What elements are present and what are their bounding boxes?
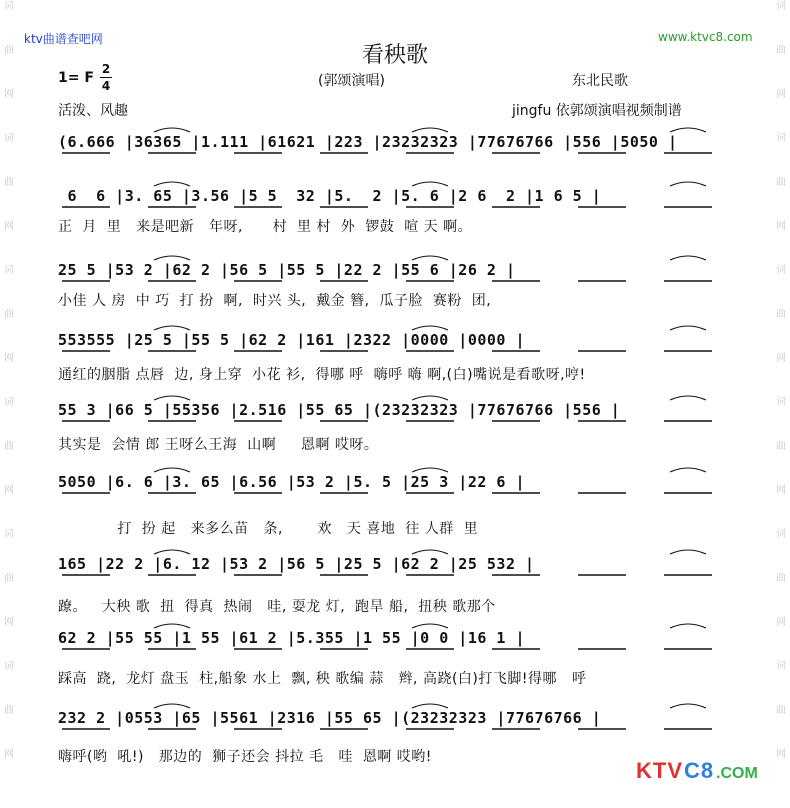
singer-note: (郭颂演唱) <box>318 73 385 89</box>
slur-arc <box>412 326 448 330</box>
site-watermark-right: www.ktvc8.com <box>658 30 753 44</box>
side-watermark-glyph: 网 <box>4 485 14 496</box>
slur-arc <box>670 128 706 132</box>
note-digits: 55 3 |66 5 |55356 |2.516 |55 65 |(23232323 |77676766 |556 | <box>58 401 621 419</box>
side-watermark-glyph: 词 <box>776 133 786 144</box>
side-watermark-glyph: 词 <box>4 661 14 672</box>
side-watermark-glyph: 网 <box>776 89 786 100</box>
slur-arc <box>412 704 448 708</box>
slur-arc <box>154 468 190 472</box>
side-watermark-glyph: 网 <box>4 89 14 100</box>
side-watermark-glyph: 词 <box>776 529 786 540</box>
slur-arc <box>670 326 706 330</box>
slur-arc <box>670 256 706 260</box>
time-signature <box>100 62 112 93</box>
meter-divider <box>100 77 112 78</box>
slur-arc <box>412 468 448 472</box>
right-edge-watermark <box>774 0 788 808</box>
note-digits: 25 5 |53 2 |62 2 |56 5 |55 5 |22 2 |55 6 |26 2 | <box>58 261 516 279</box>
notation-line <box>52 626 742 654</box>
slur-arc <box>670 182 706 186</box>
side-watermark-glyph: 词 <box>776 1 786 12</box>
svg-text:C8: C8 <box>684 758 715 782</box>
lyric-line: 嗨呼(哟 吼!) 那边的 狮子还会 抖拉 毛 哇 恩啊 哎哟! <box>58 749 432 765</box>
slur-arc <box>412 550 448 554</box>
side-watermark-glyph: 网 <box>776 221 786 232</box>
slur-arc <box>412 128 448 132</box>
side-watermark-glyph: 曲 <box>776 573 786 584</box>
note-digits: (6.666 |36365 |1.111 |61621 |223 |23232323 |77676766 |556 |5050 | <box>58 133 678 151</box>
ktvc8-logo <box>636 758 764 782</box>
side-watermark-glyph: 网 <box>776 617 786 628</box>
side-watermark-glyph: 网 <box>4 221 14 232</box>
side-watermark-glyph: 曲 <box>4 45 14 56</box>
side-watermark-glyph: 词 <box>776 397 786 408</box>
side-watermark-glyph: 曲 <box>776 309 786 320</box>
side-watermark-glyph: 网 <box>776 353 786 364</box>
slur-arc <box>154 128 190 132</box>
slur-arc <box>154 704 190 708</box>
genre-label: 东北民歌 <box>572 73 628 89</box>
side-watermark-glyph: 词 <box>4 1 14 12</box>
lyric-line: 正 月 里 来是吧新 年呀, 村 里 村 外 锣鼓 喧 天 啊。 <box>58 219 473 235</box>
slur-arc <box>670 468 706 472</box>
side-watermark-glyph: 词 <box>4 529 14 540</box>
side-watermark-glyph: 曲 <box>4 177 14 188</box>
note-digits: 5050 |6. 6 |3. 65 |6.56 |53 2 |5. 5 |25 3 |22 6 | <box>58 473 526 491</box>
svg-text:KTV: KTV <box>636 758 683 782</box>
side-watermark-glyph: 词 <box>776 265 786 276</box>
transcriber-credit: jingfu 依郭颂演唱视频制谱 <box>512 103 682 119</box>
note-digits: 62 2 |55 55 |1 55 |61 2 |5.355 |1 55 |0 0 |16 1 | <box>58 629 526 647</box>
notation-line <box>52 130 742 158</box>
slur-arc <box>670 550 706 554</box>
left-edge-watermark <box>2 0 16 808</box>
side-watermark-glyph: 词 <box>4 133 14 144</box>
slur-arc <box>154 256 190 260</box>
meter-numerator: 2 <box>101 62 111 76</box>
notation-line <box>52 258 742 286</box>
tempo-mood: 活泼、风趣 <box>58 103 128 119</box>
side-watermark-glyph: 曲 <box>4 573 14 584</box>
note-digits: 553555 |25 5 |55 5 |62 2 |161 |2322 |0000 |0000 | <box>58 331 526 349</box>
side-watermark-glyph: 词 <box>776 661 786 672</box>
notation-line <box>52 470 742 498</box>
slur-arc <box>154 624 190 628</box>
slur-arc <box>412 182 448 186</box>
notation-line <box>52 398 742 426</box>
side-watermark-glyph: 网 <box>776 485 786 496</box>
side-watermark-glyph: 网 <box>4 749 14 760</box>
side-watermark-glyph: 网 <box>776 749 786 760</box>
side-watermark-glyph: 曲 <box>776 705 786 716</box>
side-watermark-glyph: 网 <box>4 617 14 628</box>
slur-arc <box>670 624 706 628</box>
notation-line <box>52 706 742 734</box>
site-watermark-left: ktv曲谱查吧网 <box>24 32 103 46</box>
side-watermark-glyph: 词 <box>4 397 14 408</box>
svg-text:.COM: .COM <box>716 765 758 782</box>
slur-arc <box>412 396 448 400</box>
lyric-line: 小佳 人 房 中 巧 打 扮 啊, 时兴 头, 戴金 簪, 瓜子脸 赛粉 团, <box>58 293 492 309</box>
side-watermark-glyph: 曲 <box>4 441 14 452</box>
lyric-line: 其实是 会情 郎 王呀么王海 山啊 恩啊 哎呀。 <box>58 437 379 453</box>
side-watermark-glyph: 曲 <box>4 309 14 320</box>
note-digits: 6 6 |3. 65 |3.56 |5 5 32 |5. 2 |5. 6 |2 6 2 |1 6 5 | <box>58 187 602 205</box>
lyric-line: 蹽。 大秧 歌 扭 得真 热闹 哇, 耍龙 灯, 跑旱 船, 扭秧 歌那个 <box>58 599 496 615</box>
slur-arc <box>154 396 190 400</box>
song-title: 看秧歌 <box>361 43 428 68</box>
slur-arc <box>670 704 706 708</box>
side-watermark-glyph: 曲 <box>4 705 14 716</box>
lyric-line: 踩高 跷, 龙灯 盘玉 柱,船象 水上 飘, 秧 歌编 蒜 辫, 高跷(白)打飞脚!得哪 呼 <box>58 671 587 687</box>
note-digits: 232 2 |0553 |65 |5561 |2316 |55 65 |(23232323 |77676766 | <box>58 709 602 727</box>
note-digits: 165 |22 2 |6. 12 |53 2 |56 5 |25 5 |62 2 |25 532 | <box>58 555 535 573</box>
notation-line <box>52 552 742 580</box>
side-watermark-glyph: 曲 <box>776 45 786 56</box>
lyric-line: 通红的胭脂 点唇 边, 身上穿 小花 衫, 得哪 呼 嗨呼 嗨 啊,(白)嘴说是看歌呀,哼! <box>58 367 586 383</box>
slur-arc <box>154 550 190 554</box>
side-watermark-glyph: 词 <box>4 265 14 276</box>
slur-arc <box>412 624 448 628</box>
lyric-line: 打 扮 起 来多么苗 条, 欢 天 喜地 往 人群 里 <box>58 521 479 537</box>
meter-denominator: 4 <box>101 79 111 93</box>
slur-arc <box>670 396 706 400</box>
side-watermark-glyph: 网 <box>4 353 14 364</box>
notation-line <box>52 328 742 356</box>
notation-line <box>52 184 742 212</box>
key-signature: 1= F <box>58 70 94 86</box>
slur-arc <box>154 326 190 330</box>
side-watermark-glyph: 曲 <box>776 177 786 188</box>
slur-arc <box>154 182 190 186</box>
slur-arc <box>412 256 448 260</box>
side-watermark-glyph: 曲 <box>776 441 786 452</box>
